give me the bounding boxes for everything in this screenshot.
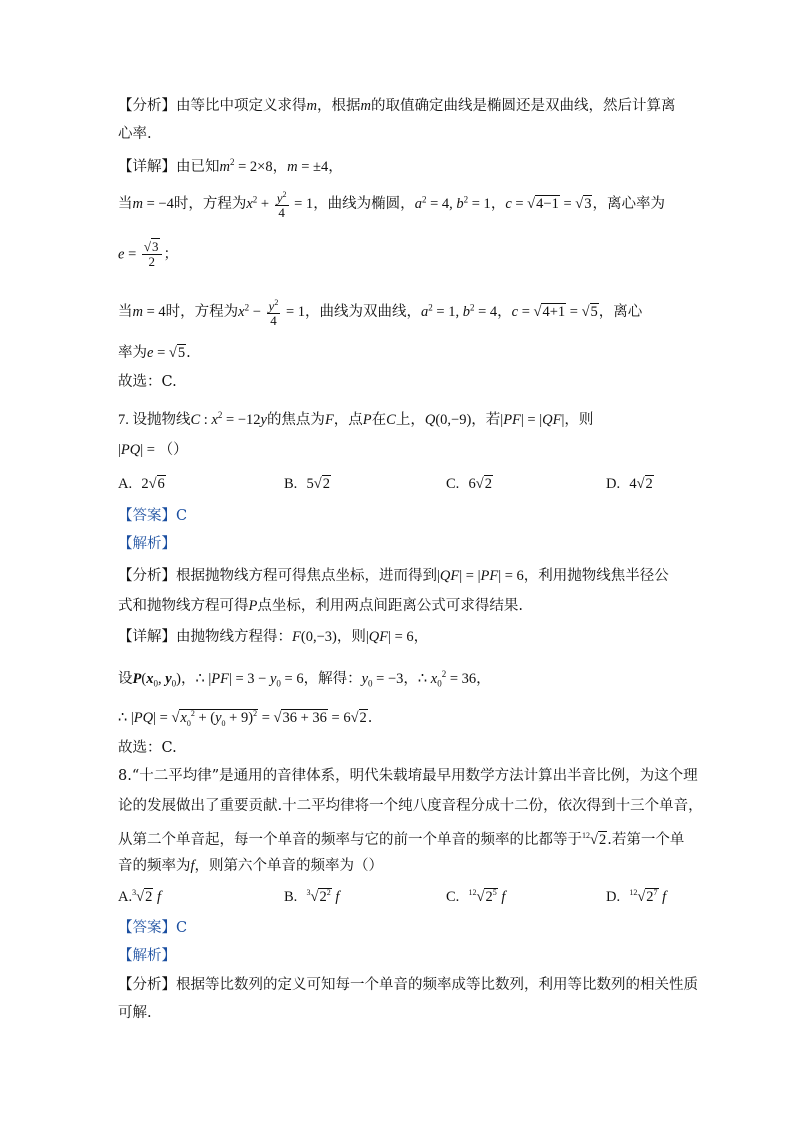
question-7-stem-2: |PQ| = （） (118, 442, 188, 458)
q7-detail-2: 设$P(x_0$, $y_0$)，∴ $|PF| = 3 - y_0 = 6$，解得：$y_0 = -3$，∴ $x_0^2 = 36$， (118, 669, 491, 689)
q7-detail-1: 【详解】由抛物线方程得：F(0,−3)，则|QF| = 6， (118, 629, 429, 645)
question-8-stem-1: 8.“十二平均律”是通用的音律体系，明代朱载堉最早用数学方法计算出半音比例，为这个理 (118, 768, 698, 784)
question-8-stem-4: 音的频率为f，则第六个单音的频率为（） (118, 858, 384, 874)
q8-answer: 【答案】C (118, 920, 188, 936)
q8-analysis-2: 可解. (118, 1005, 152, 1021)
q7-option-c[interactable]: C. 6√2 (446, 476, 492, 492)
question-8-stem-3: 从第二个单音起，每一个单音的频率与它的前一个单音的频率的比都等于$^{12}$√2.若第一个单 (118, 831, 685, 848)
detail-line-1: 【详解】由已知$m^2 = 2\times 8$，m = ±4， (118, 157, 343, 175)
choose-line-1: 故选：C. (118, 374, 177, 390)
q8-jiexi-heading: 【解析】 (118, 948, 176, 964)
analysis-line-1: 【分析】由等比中项定义求得m，根据m的取值确定曲线是椭圆还是双曲线，然后计算离 (118, 98, 676, 114)
detail-line-3: e = $\frac{√3}{2}$ ； (118, 239, 179, 269)
detail-line-4: 当m = 4时，方程为$x^2$ − $\frac{y^2}{4}$ = 1，曲线为双曲线，$a^2 = 1$, $b^2 = 4$，c = √4+1 = √5，离心 (118, 298, 643, 329)
q7-analysis-2: 式和抛物线方程可得P点坐标，利用两点间距离公式可求得结果. (118, 598, 523, 614)
analysis-line-2: 心率. (118, 126, 152, 142)
q8-option-a[interactable]: A.$^3$√2 f (118, 888, 161, 905)
q7-option-d[interactable]: D. 4√2 (606, 476, 653, 492)
q8-analysis-1: 【分析】根据等比数列的定义可知每一个单音的频率成等比数列，利用等比数列的相关性质 (118, 977, 698, 993)
q8-option-d[interactable]: D. $^{12}√2^7$ f (606, 888, 667, 905)
q8-option-b[interactable]: B. $^3√2^2$ f (284, 888, 340, 905)
question-7-stem: 7. 设抛物线C : $x^2 = -12y$的焦点为F，点P在C上，Q(0,−9)，若|PF| = |QF|，则 (118, 410, 594, 428)
q7-option-a[interactable]: A. 2√6 (118, 476, 165, 492)
q7-option-b[interactable]: B. 5√2 (284, 476, 330, 492)
detail-line-2: 当m = −4时，方程为$x^2$ + $\frac{y^2}{4}$ = 1，曲线为椭圆，$a^2 = 4$, $b^2 = 1$，c = √4−1 = √3，离心率为 (118, 190, 665, 221)
q7-analysis-1: 【分析】根据抛物线方程可得焦点坐标，进而得到|QF| = |PF| = 6，利用抛物线焦半径公 (118, 568, 669, 584)
choose-line-2: 故选：C. (118, 740, 177, 756)
detail-line-5: 率为e = √5. (118, 345, 191, 361)
q8-option-c[interactable]: C. $^{12}√2^5$ f (446, 888, 506, 905)
q7-jiexi-heading: 【解析】 (118, 536, 176, 552)
q7-answer: 【答案】C (118, 508, 188, 524)
q7-detail-3: ∴ $|PQ| = √x_0^2 + (y_0 + 9)^2 = √36 + 36 = 6√2$. (118, 709, 373, 728)
question-8-stem-2: 论的发展做出了重要贡献.十二平均律将一个纯八度音程分成十二份，依次得到十三个单音， (118, 798, 703, 814)
